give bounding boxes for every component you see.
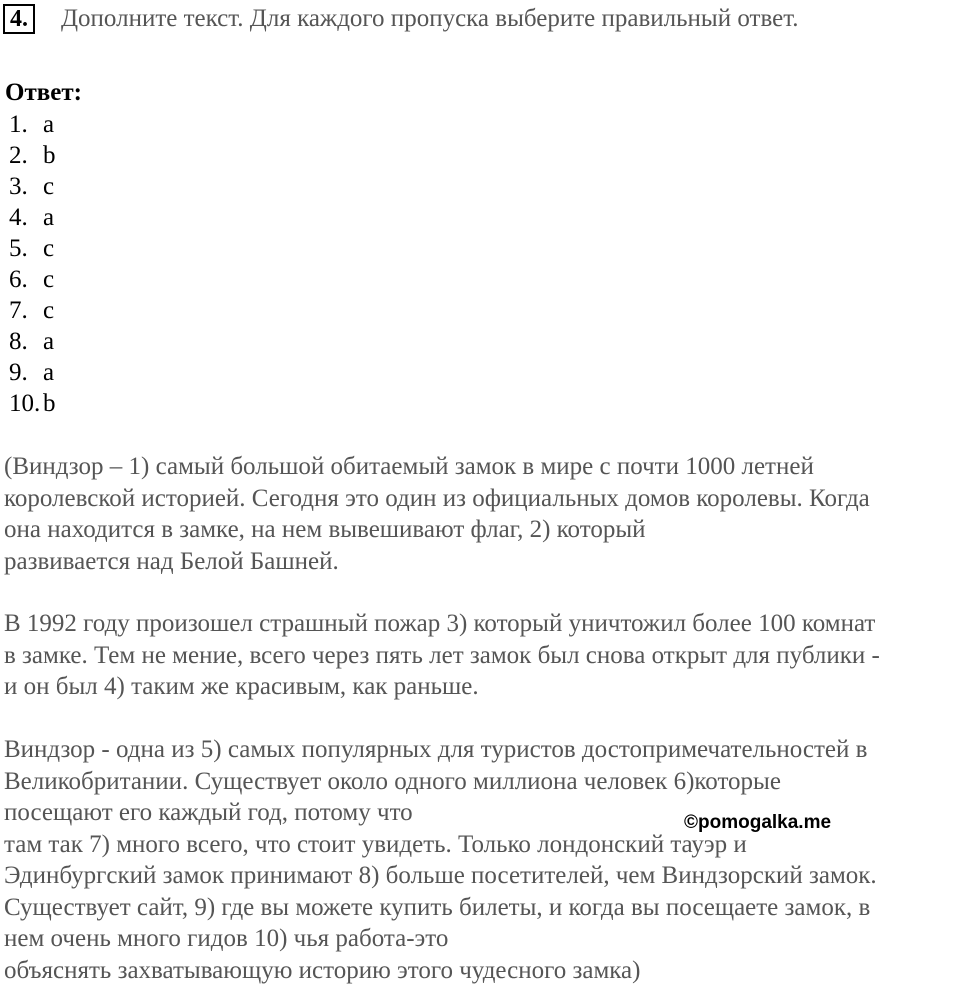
answer-number: 7. [9,295,43,326]
paragraph-line: там так 7) много всего, что стоит увидеть. Только лондонский тауэр и [4,829,877,861]
paragraph-line: нем очень много гидов 10) чья работа-это [4,923,877,955]
paragraph-line: она находится в замке, на нем вывешивают флаг, 2) который [4,514,870,546]
answer-number: 2. [9,140,43,171]
paragraph-line: в замке. Тем не мение, всего через пять лет замок был снова открыт для публики - [4,640,880,672]
answer-item [9,326,56,357]
answer-item [9,295,56,326]
answer-value: c [43,297,54,324]
answer-number: 4. [9,202,43,233]
task-header [3,3,799,35]
paragraph-popularity [4,734,877,986]
watermark: ©pomogalka.me [684,812,831,834]
answer-number: 9. [9,357,43,388]
paragraph-line: королевской историей. Сегодня это один из официальных домов королевы. Когда [4,483,870,515]
answer-item [9,140,56,171]
answer-title: Ответ: [5,78,82,108]
paragraph-line: развивается над Белой Башней. [4,546,870,578]
answer-item [9,202,56,233]
paragraph-line: объяснять захватывающую историю этого чудесного замка) [4,955,877,986]
answer-number: 8. [9,326,43,357]
answer-value: c [43,235,54,262]
answer-value: b [43,142,56,169]
task-instruction: Дополните текст. Для каждого пропуска выберите правильный ответ. [61,5,799,33]
paragraph-line: посещают его каждый год, потому что [4,797,877,829]
answer-list [9,109,56,419]
answer-value: a [43,359,54,386]
answer-value: b [43,390,56,417]
answer-number: 10. [9,388,43,419]
answer-number: 6. [9,264,43,295]
paragraph-line: Виндзор - одна из 5) самых популярных для туристов достопримечательностей в [4,734,877,766]
paragraph-line: Великобритании. Существует около одного миллиона человек 6)которые [4,766,877,798]
answer-item [9,171,56,202]
answer-value: a [43,111,54,138]
answer-number: 1. [9,109,43,140]
paragraph-line: В 1992 году произошел страшный пожар 3) который уничтожил более 100 комнат [4,608,880,640]
answer-value: a [43,204,54,231]
answer-item [9,357,56,388]
answer-value: c [43,173,54,200]
task-number: 4. [3,4,35,34]
answer-value: c [43,266,54,293]
answer-number: 3. [9,171,43,202]
paragraph-line: и он был 4) таким же красивым, как раньше. [4,671,880,703]
answer-item [9,388,56,419]
paragraph-windsor-intro [4,451,870,577]
answer-item [9,233,56,264]
paragraph-fire [4,608,880,703]
answer-item [9,264,56,295]
answer-item [9,109,56,140]
answer-number: 5. [9,233,43,264]
paragraph-line: Существует сайт, 9) где вы можете купить билеты, и когда вы посещаете замок, в [4,892,877,924]
paragraph-line: Эдинбургский замок принимают 8) больше посетителей, чем Виндзорский замок. [4,860,877,892]
paragraph-line: (Виндзор – 1) самый большой обитаемый замок в мире с почти 1000 летней [4,451,870,483]
answer-value: a [43,328,54,355]
